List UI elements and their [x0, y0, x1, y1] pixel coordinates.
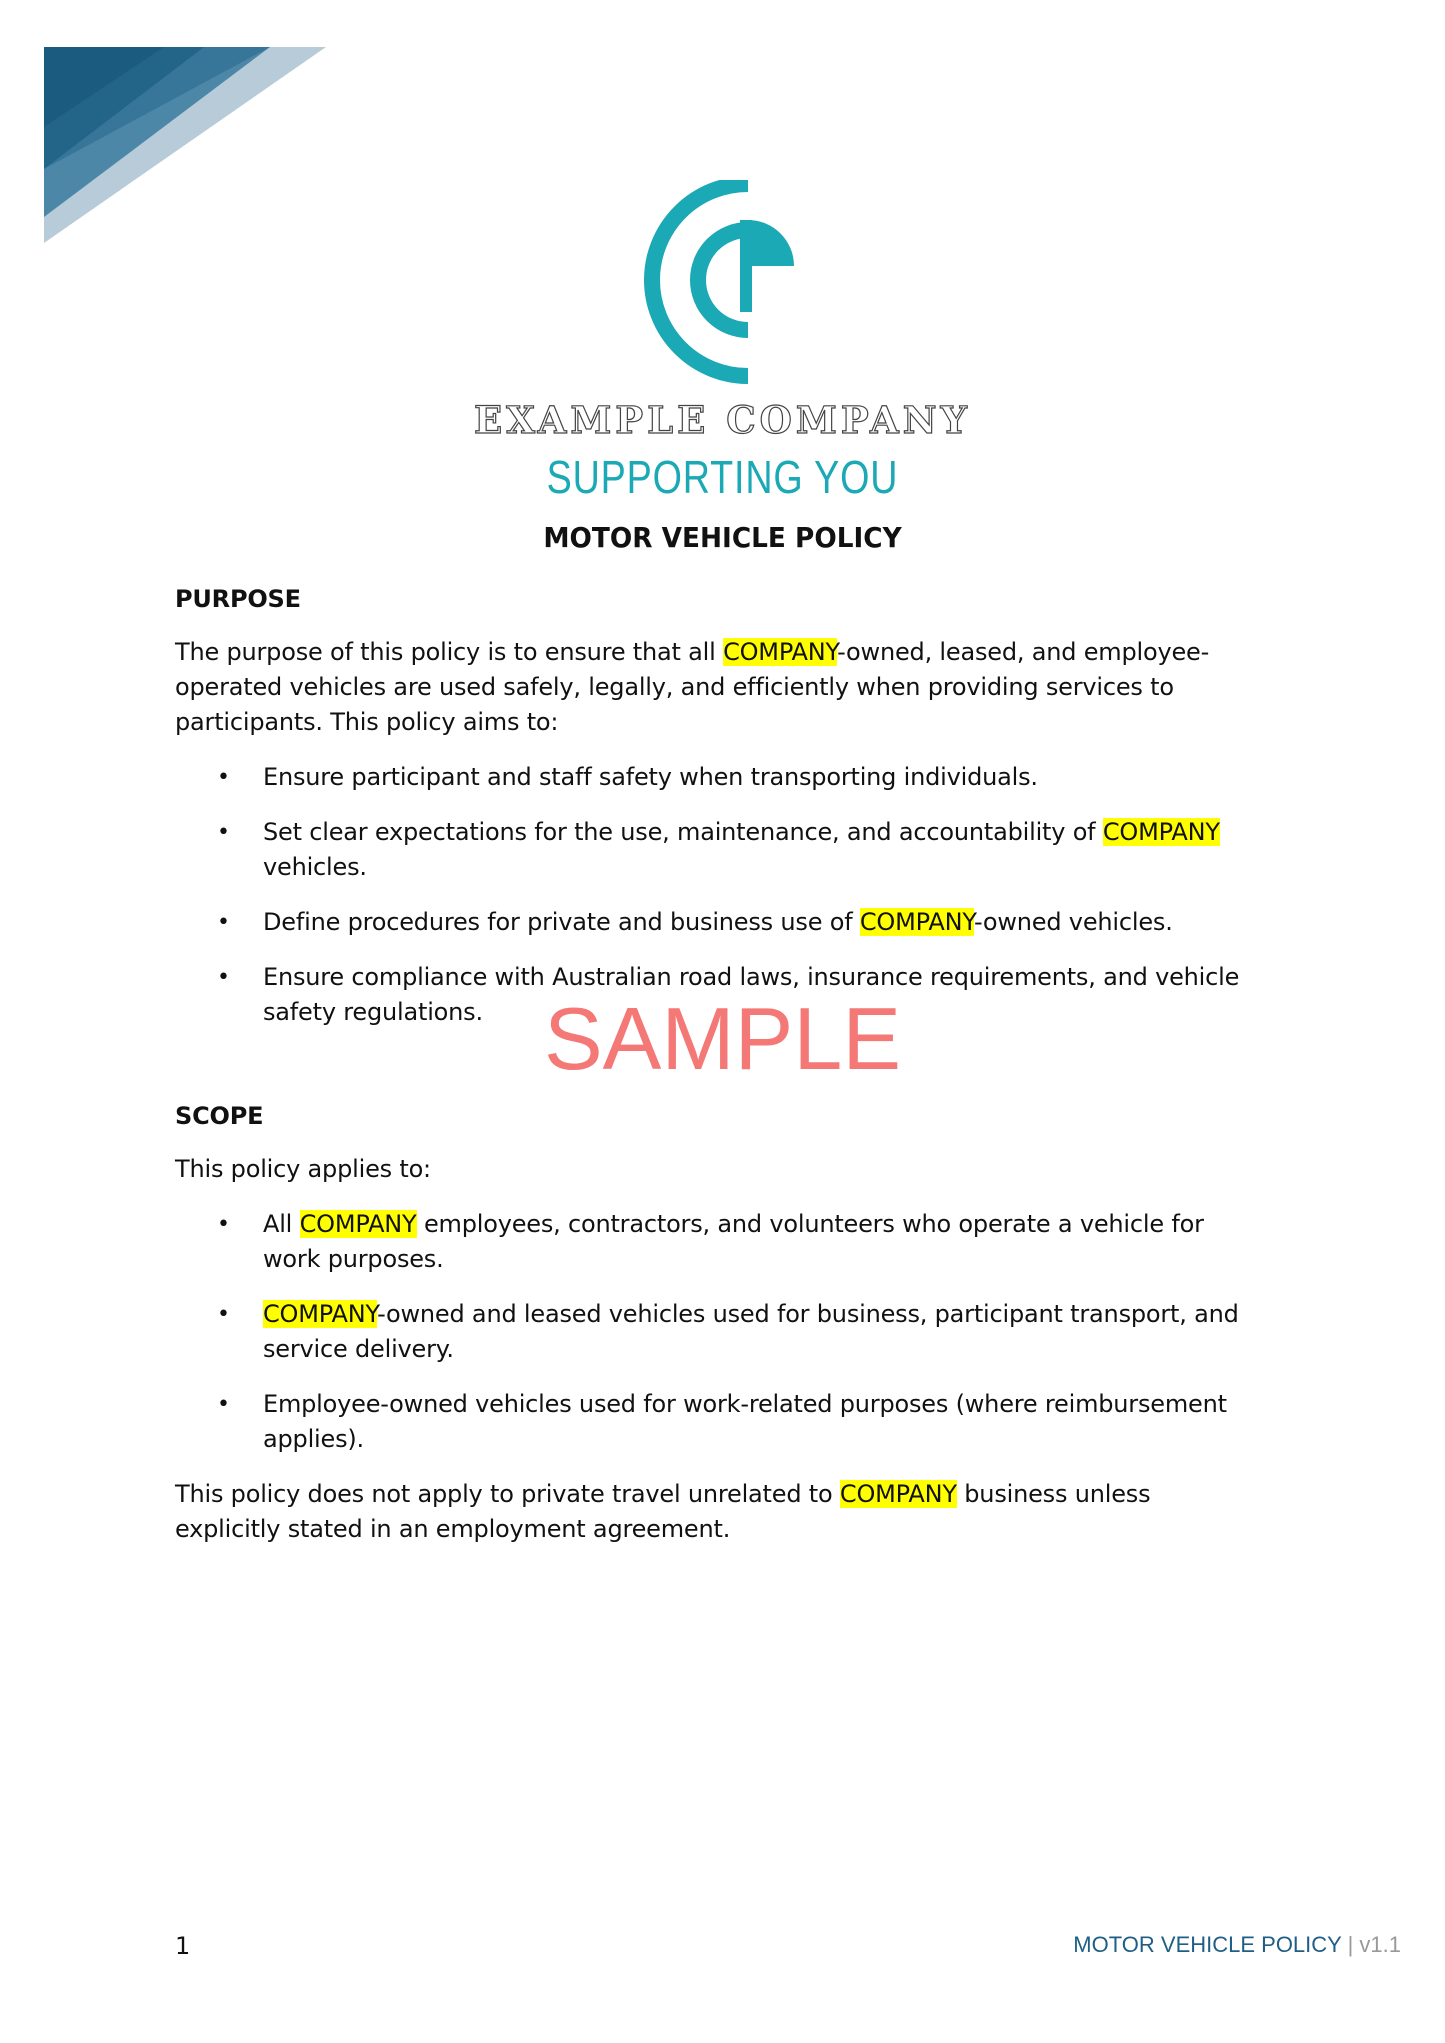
footer-doc-title: MOTOR VEHICLE POLICY [1073, 1932, 1342, 1957]
company-placeholder-highlight: COMPANY [723, 638, 838, 666]
bullet-icon: • [217, 820, 230, 845]
bullet-icon: • [217, 1302, 230, 1327]
list-item: • COMPANY-owned and leased vehicles used for business, participant transport, and service delivery. [175, 1297, 1255, 1367]
bullet-icon: • [217, 1212, 230, 1237]
company-placeholder-highlight: COMPANY [839, 1480, 957, 1508]
company-placeholder-highlight: COMPANY [859, 908, 974, 936]
bullet-icon: • [217, 765, 230, 790]
page-title: MOTOR VEHICLE POLICY [543, 521, 902, 554]
scope-intro: This policy applies to: [175, 1155, 431, 1183]
scope-closing: This policy does not apply to private travel unrelated to COMPANY business unless explicitly stated in an employment agreement. [175, 1480, 1151, 1543]
company-placeholder-highlight: COMPANY [1102, 818, 1220, 846]
page-number: 1 [175, 1932, 191, 1960]
footer-version: v1.1 [1359, 1932, 1401, 1957]
scope-heading: SCOPE [175, 1102, 264, 1130]
list-item: • All COMPANY employees, contractors, and volunteers who operate a vehicle for work purposes. [175, 1207, 1255, 1277]
company-tagline: SUPPORTING YOU [546, 451, 899, 503]
company-logo-icon [636, 180, 816, 384]
list-item: • Ensure compliance with Australian road laws, insurance requirements, and vehicle safety regulations. [175, 960, 1255, 1030]
corner-triangles-graphic [44, 47, 326, 243]
list-item: • Employee-owned vehicles used for work-related purposes (where reimbursement applies). [175, 1387, 1255, 1457]
company-placeholder-highlight: COMPANY [299, 1210, 417, 1238]
sample-watermark: SAMPLE [543, 989, 902, 1088]
purpose-intro: The purpose of this policy is to ensure that all COMPANY-owned, leased, and employee-operated vehicles are used safely, legally, and efficiently when providing services to participants. This policy aims to: [175, 638, 1210, 736]
footer-doc-info [1073, 1932, 1401, 1958]
company-name: EXAMPLE COMPANY [474, 398, 971, 442]
bullet-icon: • [217, 965, 230, 990]
purpose-heading: PURPOSE [175, 585, 301, 613]
list-item: • Ensure participant and staff safety when transporting individuals. [175, 760, 1255, 795]
footer-separator: | [1341, 1932, 1360, 1957]
list-item: • Define procedures for private and business use of COMPANY-owned vehicles. [175, 905, 1255, 940]
bullet-icon: • [217, 910, 230, 935]
scope-list [175, 1207, 1255, 1457]
list-item: • Set clear expectations for the use, maintenance, and accountability of COMPANY vehicles. [175, 815, 1255, 885]
company-placeholder-highlight: COMPANY [263, 1300, 378, 1328]
bullet-icon: • [217, 1392, 230, 1417]
